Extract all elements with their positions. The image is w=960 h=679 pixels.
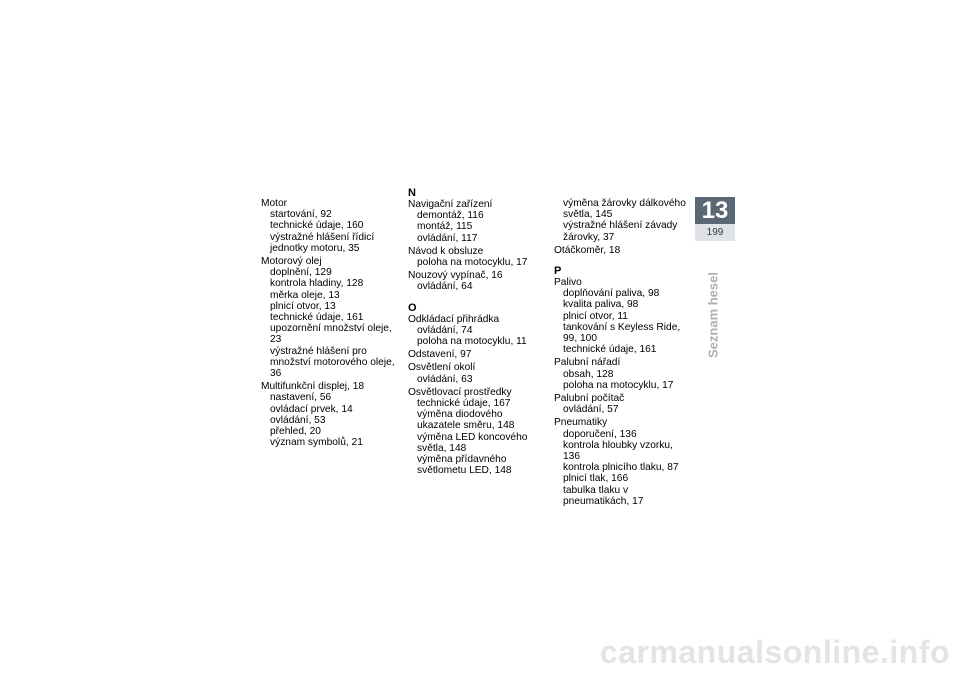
index-subentry: demontáž, 116	[417, 210, 484, 222]
index-entry	[408, 270, 544, 292]
index-term: Palubní nářadí	[554, 357, 621, 369]
index-subentry: plnicí otvor, 11	[563, 310, 628, 322]
index-subentry: ovládání, 117	[417, 232, 478, 244]
watermark: carmanualsonline.info	[599, 634, 950, 670]
index-subentry: doplnění, 129	[270, 267, 332, 279]
index-subentry: technické údaje, 167	[417, 398, 511, 410]
index-subentry: technické údaje, 161	[563, 344, 657, 356]
index-entry	[408, 246, 544, 268]
index-term: Odstavení, 97	[408, 349, 472, 361]
index-subentry: plnicí otvor, 13	[270, 300, 336, 312]
index-column-3	[554, 198, 690, 509]
index-subentry: kontrola hladiny, 128	[270, 278, 364, 290]
index-entry	[554, 357, 690, 391]
index-entry	[408, 349, 544, 360]
index-entry	[261, 256, 397, 379]
index-subentry: upozornění množství oleje, 23	[270, 323, 392, 346]
index-subentry: ovládání, 53	[270, 414, 326, 426]
index-subentry: výstražné hlášení řídicí jednotky motoru, 35	[270, 231, 375, 254]
section-title-text: Seznam hesel	[705, 272, 721, 358]
index-subentry: doplňování paliva, 98	[563, 288, 660, 300]
index-entry	[554, 417, 690, 507]
index-subentry: ovládání, 63	[417, 373, 473, 385]
index-subentry: kontrola hloubky vzorku, 136	[563, 439, 673, 463]
index-subentry: výstražné hlášení závady žárovky, 37	[563, 220, 678, 243]
index-subentry: doporučení, 136	[563, 428, 637, 440]
index-subentry: poloha na motocyklu, 17	[417, 257, 528, 269]
index-subentry: výměna žárovky dálkového světla, 145	[563, 198, 686, 221]
index-subentry: přehled, 20	[270, 426, 321, 438]
index-subentry: nastavení, 56	[270, 392, 332, 404]
index-subentry: výměna diodového ukazatele směru, 148	[417, 409, 515, 432]
index-subentry: ovládání, 57	[563, 404, 619, 416]
index-subentry: montáž, 115	[417, 221, 473, 233]
chapter-number: 13	[695, 197, 735, 224]
index-subentry: kontrola plnicího tlaku, 87	[563, 462, 679, 474]
index-subentry: tabulka tlaku v pneumatikách, 17	[563, 484, 644, 507]
index-term: Otáčkoměr, 18	[554, 244, 621, 256]
index-subentry: poloha na motocyklu, 17	[563, 379, 674, 391]
index-subentry: technické údaje, 161	[270, 312, 364, 324]
index-column-2	[408, 188, 544, 478]
index-letter: N	[408, 187, 416, 199]
index-entry	[554, 198, 690, 243]
index-entry	[408, 387, 544, 477]
index-term: Palubní počítač	[554, 393, 625, 405]
index-subentry: ovládání, 74	[417, 324, 473, 336]
index-subentry: výstražné hlášení pro množství motorového oleje, 36	[270, 345, 395, 380]
index-subentry: výměna přídavného světlometu LED, 148	[417, 454, 512, 477]
page-number: 199	[695, 224, 735, 241]
index-term: Motorový olej	[261, 256, 322, 268]
index-entry	[408, 362, 544, 384]
index-entry	[554, 245, 690, 256]
index-term: Navigační zařízení	[408, 199, 493, 210]
section-title	[706, 270, 720, 360]
index-term: Motor	[261, 198, 288, 209]
index-subentry: poloha na motocyklu, 11	[417, 336, 527, 348]
index-term: Odkládací přihrádka	[408, 313, 500, 325]
index-entry	[408, 199, 544, 244]
index-term: Pneumatiky	[554, 417, 608, 429]
index-letter: P	[554, 265, 562, 278]
index-entry	[554, 277, 690, 355]
index-term: Nouzový vypínač, 16	[408, 270, 503, 282]
index-term: Osvětlovací prostředky	[408, 386, 512, 398]
index-subentry: význam symbolů, 21	[270, 437, 363, 449]
index-subentry: měrka oleje, 13	[270, 289, 340, 301]
index-letter: O	[408, 301, 417, 314]
index-subentry: výměna LED koncového světla, 148	[417, 431, 528, 454]
index-subentry: tankování s Keyless Ride, 99, 100	[563, 321, 681, 345]
index-entry	[408, 314, 544, 348]
index-term: Osvětlení okolí	[408, 362, 476, 374]
index-column-1	[261, 198, 397, 450]
index-subentry: kvalita paliva, 98	[563, 299, 639, 311]
index-term: Multifunkční displej, 18	[261, 381, 365, 393]
index-subentry: technické údaje, 160	[270, 220, 364, 232]
index-subentry: obsah, 128	[563, 368, 614, 380]
index-subentry: startování, 92	[270, 209, 332, 221]
index-term: Návod k obsluze	[408, 245, 484, 257]
index-subentry: ovládání, 64	[417, 281, 473, 293]
index-entry	[261, 198, 397, 254]
index-entry	[554, 393, 690, 415]
index-subentry: ovládací prvek, 14	[270, 403, 353, 415]
index-subentry: plnicí tlak, 166	[563, 473, 629, 485]
index-term: Palivo	[554, 277, 582, 289]
index-entry	[261, 381, 397, 448]
